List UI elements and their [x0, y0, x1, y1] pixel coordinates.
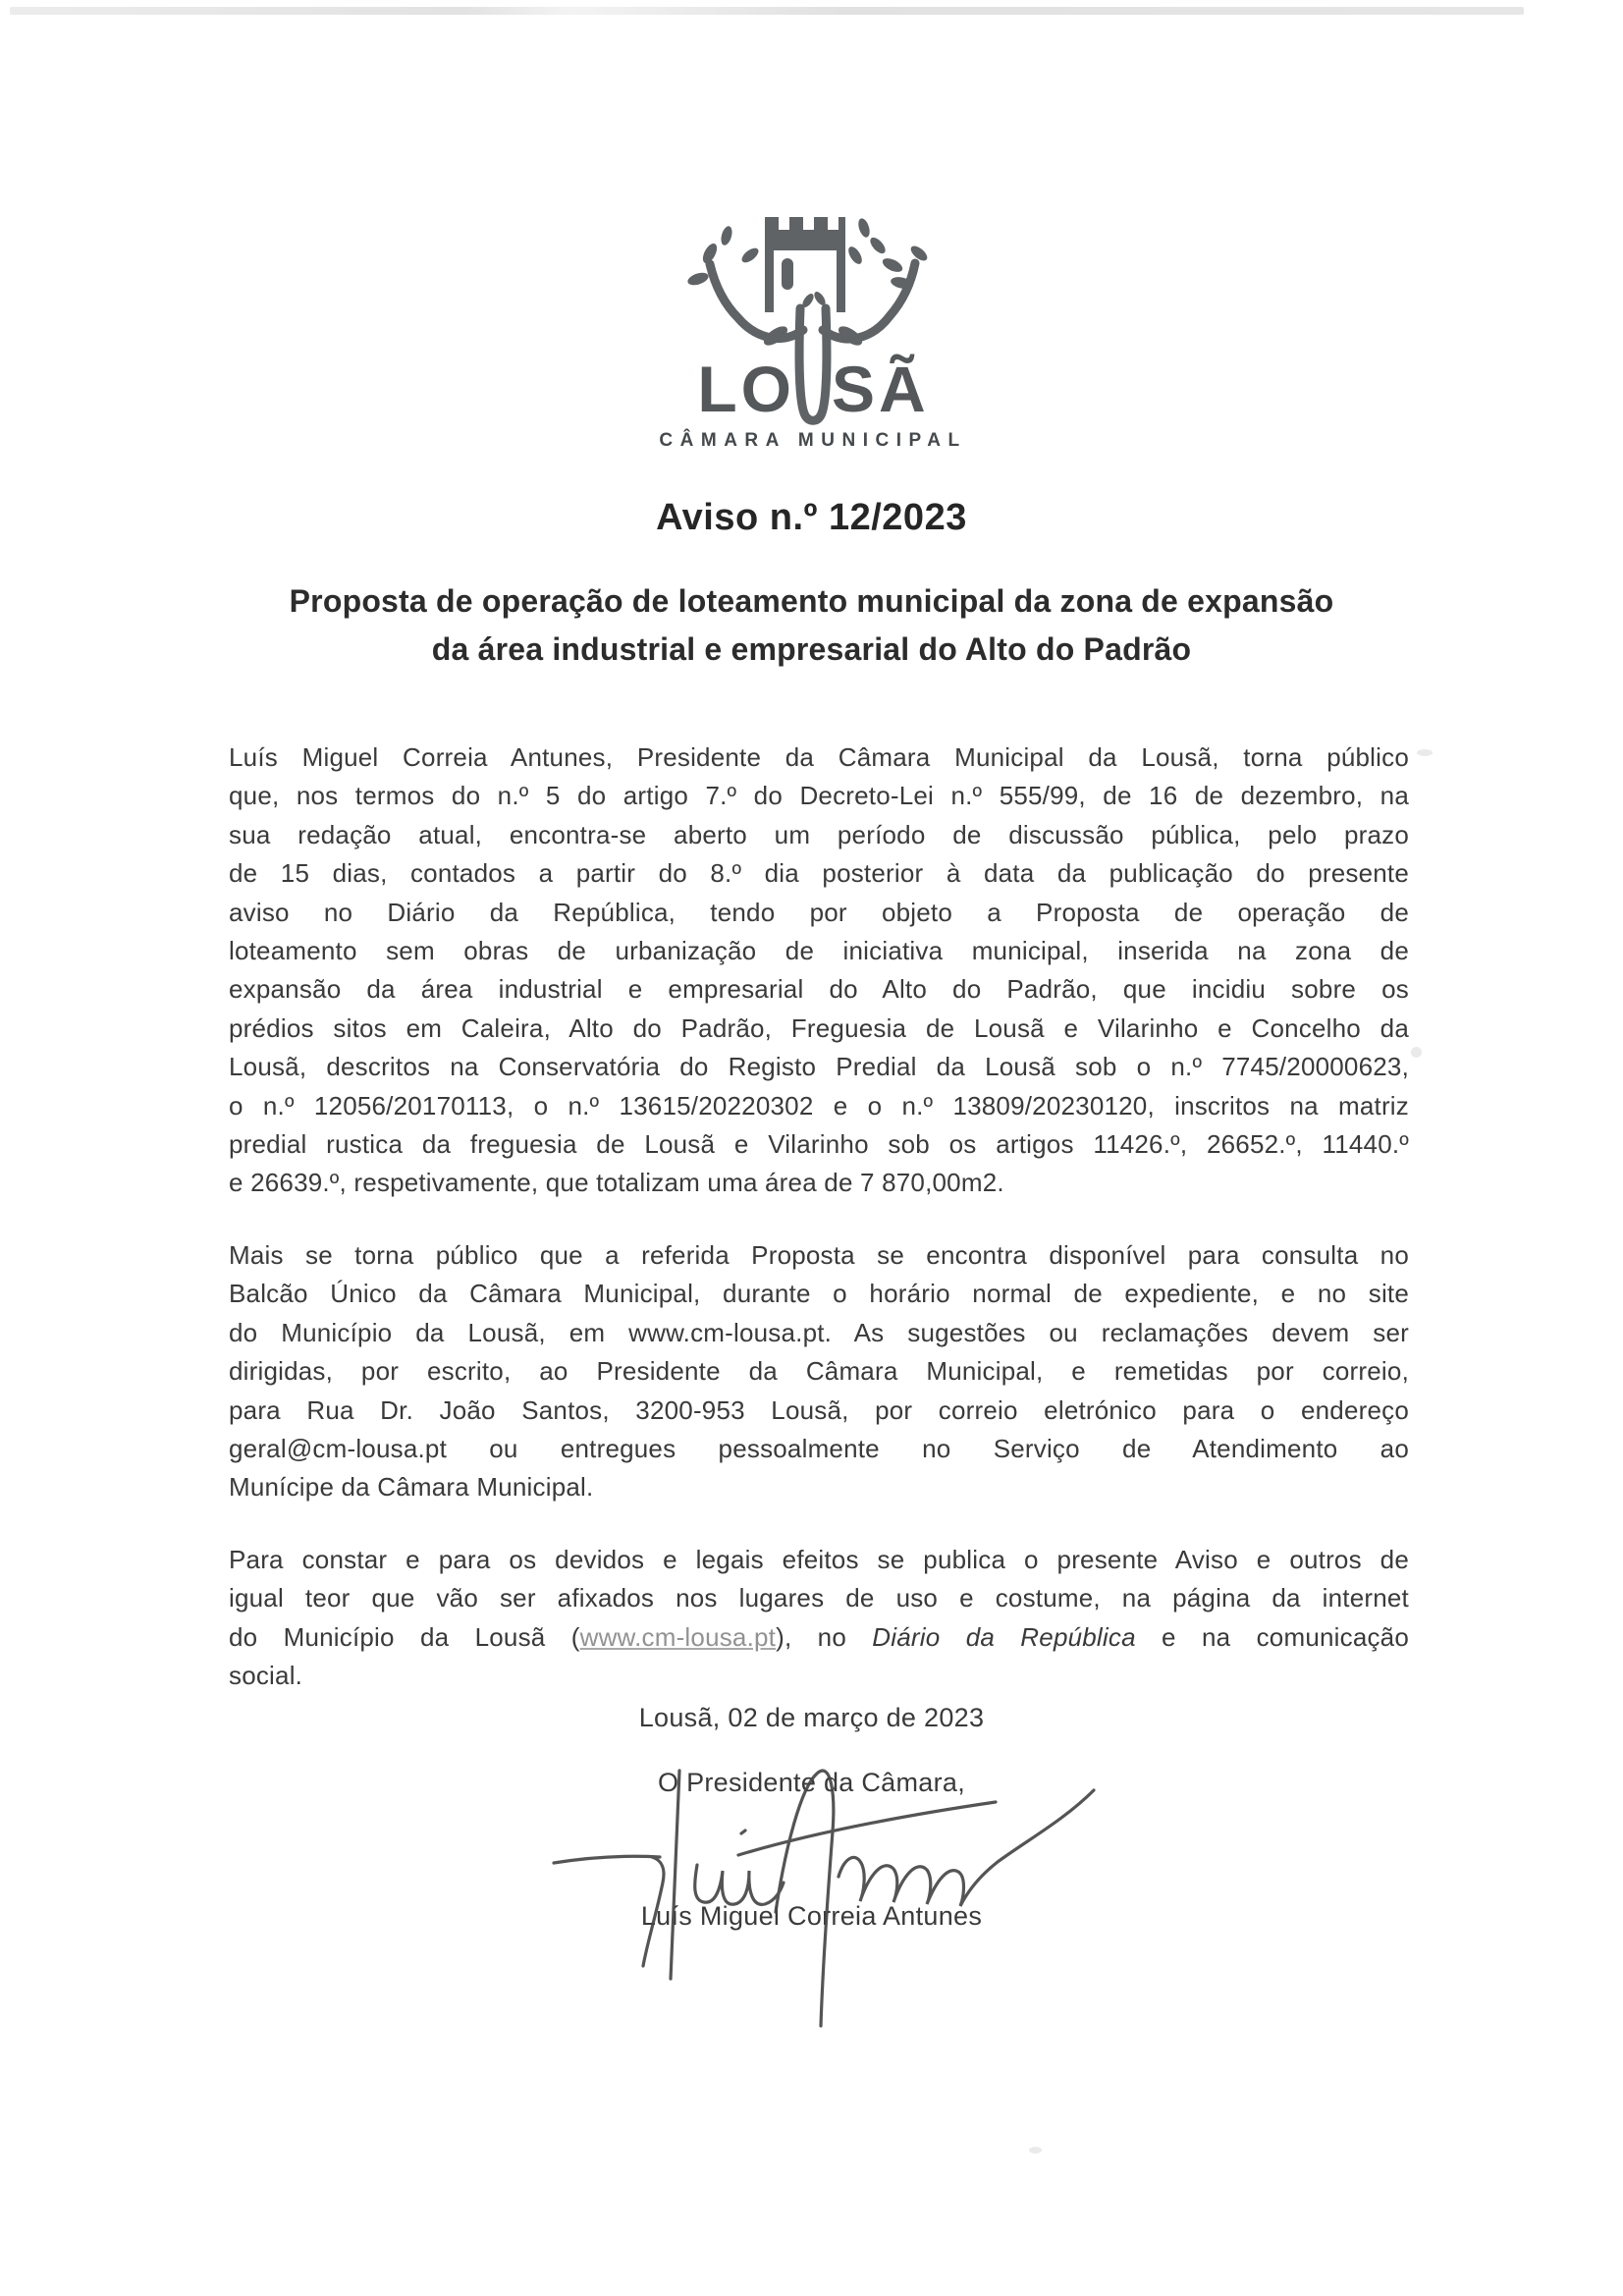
scan-speck	[1417, 749, 1433, 756]
body-line: Luís Miguel Correia Antunes, Presidente da Câmara Municipal da Lousã, torna público	[229, 742, 1409, 772]
notice-title: Aviso n.º 12/2023	[656, 497, 967, 538]
body-line: loteamento sem obras de urbanização de iniciativa municipal, inserida na zona de	[229, 936, 1409, 966]
body-line: de 15 dias, contados a partir do 8.º dia posterior à data da publicação do presente	[229, 858, 1409, 889]
body-line: do Município da Lousã, em www.cm-lousa.pt. As sugestões ou reclamações devem ser	[229, 1317, 1409, 1347]
body-line: dirigidas, por escrito, ao Presidente da Câmara Municipal, e remetidas por correio,	[229, 1356, 1409, 1387]
scan-speck	[1411, 1047, 1422, 1058]
cm-lousa-link[interactable]: www.cm-lousa.pt	[579, 1621, 777, 1652]
paragraph-1	[229, 738, 1409, 1203]
body-line: social.	[229, 1660, 303, 1690]
body-line: para Rua Dr. João Santos, 3200-953 Lousã, por correio eletrónico para o endereço	[229, 1394, 1409, 1425]
body-line: prédios sitos em Caleira, Alto do Padrão, Freguesia de Lousã e Vilarinho e Concelho da	[229, 1012, 1409, 1043]
scan-artifact-streak	[10, 7, 1524, 15]
body-line: Para constar e para os devidos e legais efeitos se publica o presente Aviso e outros de	[229, 1544, 1409, 1574]
body-line: sua redação atual, encontra-se aberto um período de discussão pública, pelo prazo	[229, 819, 1409, 849]
notice-body	[229, 738, 1409, 1728]
scan-speck	[1029, 2147, 1042, 2154]
signature-title: O Presidente da Câmara,	[657, 1768, 966, 1797]
lousa-castle-deer-icon	[654, 192, 968, 464]
body-line: Munícipe da Câmara Municipal.	[229, 1472, 594, 1503]
body-line: e 26639.º, respetivamente, que totalizam uma área de 7 870,00m2.	[229, 1168, 1004, 1198]
body-line: aviso no Diário da República, tendo por objeto a Proposta de operação de	[229, 897, 1409, 927]
italic-text: Diário da República	[872, 1621, 1136, 1652]
handwritten-signature	[542, 1763, 1107, 2043]
notice-subtitle-line1: Proposta de operação de loteamento municipal da zona de expansão	[289, 583, 1334, 619]
body-line: que, nos termos do n.º 5 do artigo 7.º do Decreto-Lei n.º 555/99, de 16 de dezembro, na	[229, 781, 1409, 811]
notice-subtitle-line2: da área industrial e empresarial do Alto do Padrão	[431, 631, 1192, 667]
body-line: Mais se torna público que a referida Proposta se encontra disponível para consulta no	[229, 1239, 1409, 1270]
place-date-line: Lousã, 02 de março de 2023	[638, 1703, 985, 1732]
logo-wordmark-left: LO	[697, 353, 795, 425]
body-line: Balcão Único da Câmara Municipal, durante o horário normal de expediente, e no site	[229, 1279, 1409, 1309]
body-line: predial rustica da freguesia de Lousã e Vilarinho sob os artigos 11426.º, 26652.º, 11440.º	[229, 1129, 1409, 1160]
logo-subtitle: CÂMARA MUNICIPAL	[659, 430, 967, 451]
paragraph-2	[229, 1236, 1409, 1507]
body-line: geral@cm-lousa.pt ou entregues pessoalmente no Serviço de Atendimento ao	[229, 1433, 1409, 1463]
body-line: Lousã, descritos na Conservatória do Registo Predial da Lousã sob o n.º 7745/20000623,	[229, 1052, 1409, 1082]
signature-name: Luís Miguel Correia Antunes	[640, 1901, 983, 1931]
lousa-municipal-logo	[654, 192, 968, 464]
body-line: do Município da Lousã (www.cm-lousa.pt), no Diário da República e na comunicação	[229, 1621, 1410, 1652]
notice-subtitle	[0, 577, 1623, 674]
paragraph-3	[229, 1541, 1409, 1696]
body-line: expansão da área industrial e empresarial do Alto do Padrão, que incidiu sobre os	[229, 974, 1409, 1005]
logo-wordmark-right: SÃ	[832, 353, 930, 425]
body-line: o n.º 12056/20170113, o n.º 13615/20220302 e o n.º 13809/20230120, inscritos na matriz	[229, 1090, 1409, 1121]
body-line: igual teor que vão ser afixados nos lugares de uso e costume, na página da internet	[229, 1583, 1409, 1613]
